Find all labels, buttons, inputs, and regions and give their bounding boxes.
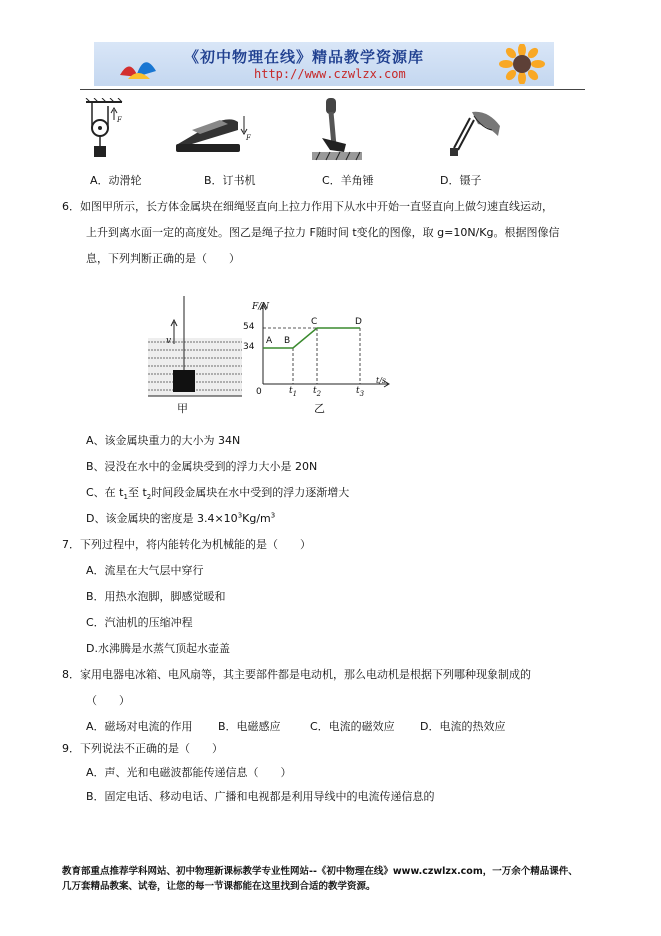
q9-option-a: A．声、光和电磁波都能传递信息（ ） [86,766,292,779]
figure-jia-caption: 甲 [177,402,188,415]
tool-option-b: B．订书机 [204,174,256,187]
sunflower-icon [494,44,550,84]
q7-option-c: C．汽油机的压缩冲程 [86,616,193,629]
footer-line2: 几万套精品教案、试卷，让您的每一节课都能在这里找到合适的教学资源。 [62,881,376,892]
tank-drawing [144,296,246,418]
q8-option-c: C．电流的磁效应 [310,720,395,733]
q8-option-a: A．磁场对电流的作用 [86,720,193,733]
q9-option-b: B．固定电话、移动电话、广播和电视都是利用导线中的电流传递信息的 [86,790,435,803]
q6-stem-line1: 6．如图甲所示，长方体金属块在细绳竖直向上拉力作用下从水中开始一直竖直向上做匀速直线运动， [62,200,553,213]
q6-option-b: B、浸没在水中的金属块受到的浮力大小是 20N [86,460,318,473]
svg-text:F: F [117,116,122,124]
banner-url[interactable]: http://www.czwlzx.com [254,67,406,81]
tool-option-a: A．动滑轮 [90,174,142,187]
claw-hammer-icon [312,98,362,162]
svg-text:F: F [246,134,251,142]
tick-t2: $t_2$ [313,386,322,398]
graph-x-label: t/s [376,376,387,385]
point-d: D [355,317,362,327]
header-rule [80,89,585,90]
pulley-icon [84,98,124,164]
origin-label: 0 [256,387,262,397]
q7-option-d: D.水沸腾是水蒸气顶起水壶盖 [86,642,230,655]
q6-stem-line3: 息，下列判断正确的是（ ） [86,252,240,265]
q6-option-d: D、该金属块的密度是 $3.4\times 10^3Kg/m^3$ [86,511,276,525]
tick-t3: $t_3$ [356,386,365,398]
figure-yi-caption: 乙 [314,402,325,415]
tool-option-d: D．镊子 [440,174,482,187]
point-b: B [284,336,291,346]
q8-option-d: D．电流的热效应 [420,720,506,733]
banner-title: 《初中物理在线》精品教学资源库 [184,48,425,66]
tick-t1: $t_1$ [289,386,298,398]
q8-option-b: B．电磁感应 [218,720,281,733]
velocity-label: v [166,336,172,346]
q8-stem: 8．家用电器电冰箱、电风扇等，其主要部件都是电动机，那么电动机是根据下列哪种现象制成的 [62,668,531,681]
footer-line1: 教育部重点推荐学科网站、初中物理新课标教学专业性网站--《初中物理在线》www.czwlzx.com，一万余个精品课件、 [62,866,578,877]
figure-jia [144,296,246,418]
tool-option-c: C．羊角锤 [322,174,374,187]
tick-34: 34 [243,342,255,352]
point-c: C [311,317,318,327]
q9-stem: 9．下列说法不正确的是（ ） [62,742,223,755]
tweezers-icon [448,106,504,158]
figure-yi [238,300,393,418]
stapler-icon [172,110,258,158]
logo-icon [116,47,162,83]
q7-stem: 7．下列过程中，将内能转化为机械能的是（ ） [62,538,311,551]
q6-option-c: C、在 $t_1$至 $t_2$时间段金属块在水中受到的浮力逐渐增大 [86,486,350,502]
q6-option-a: A、该金属块重力的大小为 34N [86,434,241,447]
q7-option-a: A．流星在大气层中穿行 [86,564,204,577]
q6-stem-line2: 上升到离水面一定的高度处。图乙是绳子拉力 F随时间 t变化的图像，取 g=10N/Kg。根据图像信 [86,226,560,239]
graph-y-label: F/N [252,302,270,312]
point-a: A [266,336,273,346]
header-banner [94,42,554,86]
q8-paren: （ ） [86,694,130,707]
q7-option-b: B．用热水泡脚，脚感觉暖和 [86,590,226,603]
tick-54: 54 [243,322,255,332]
